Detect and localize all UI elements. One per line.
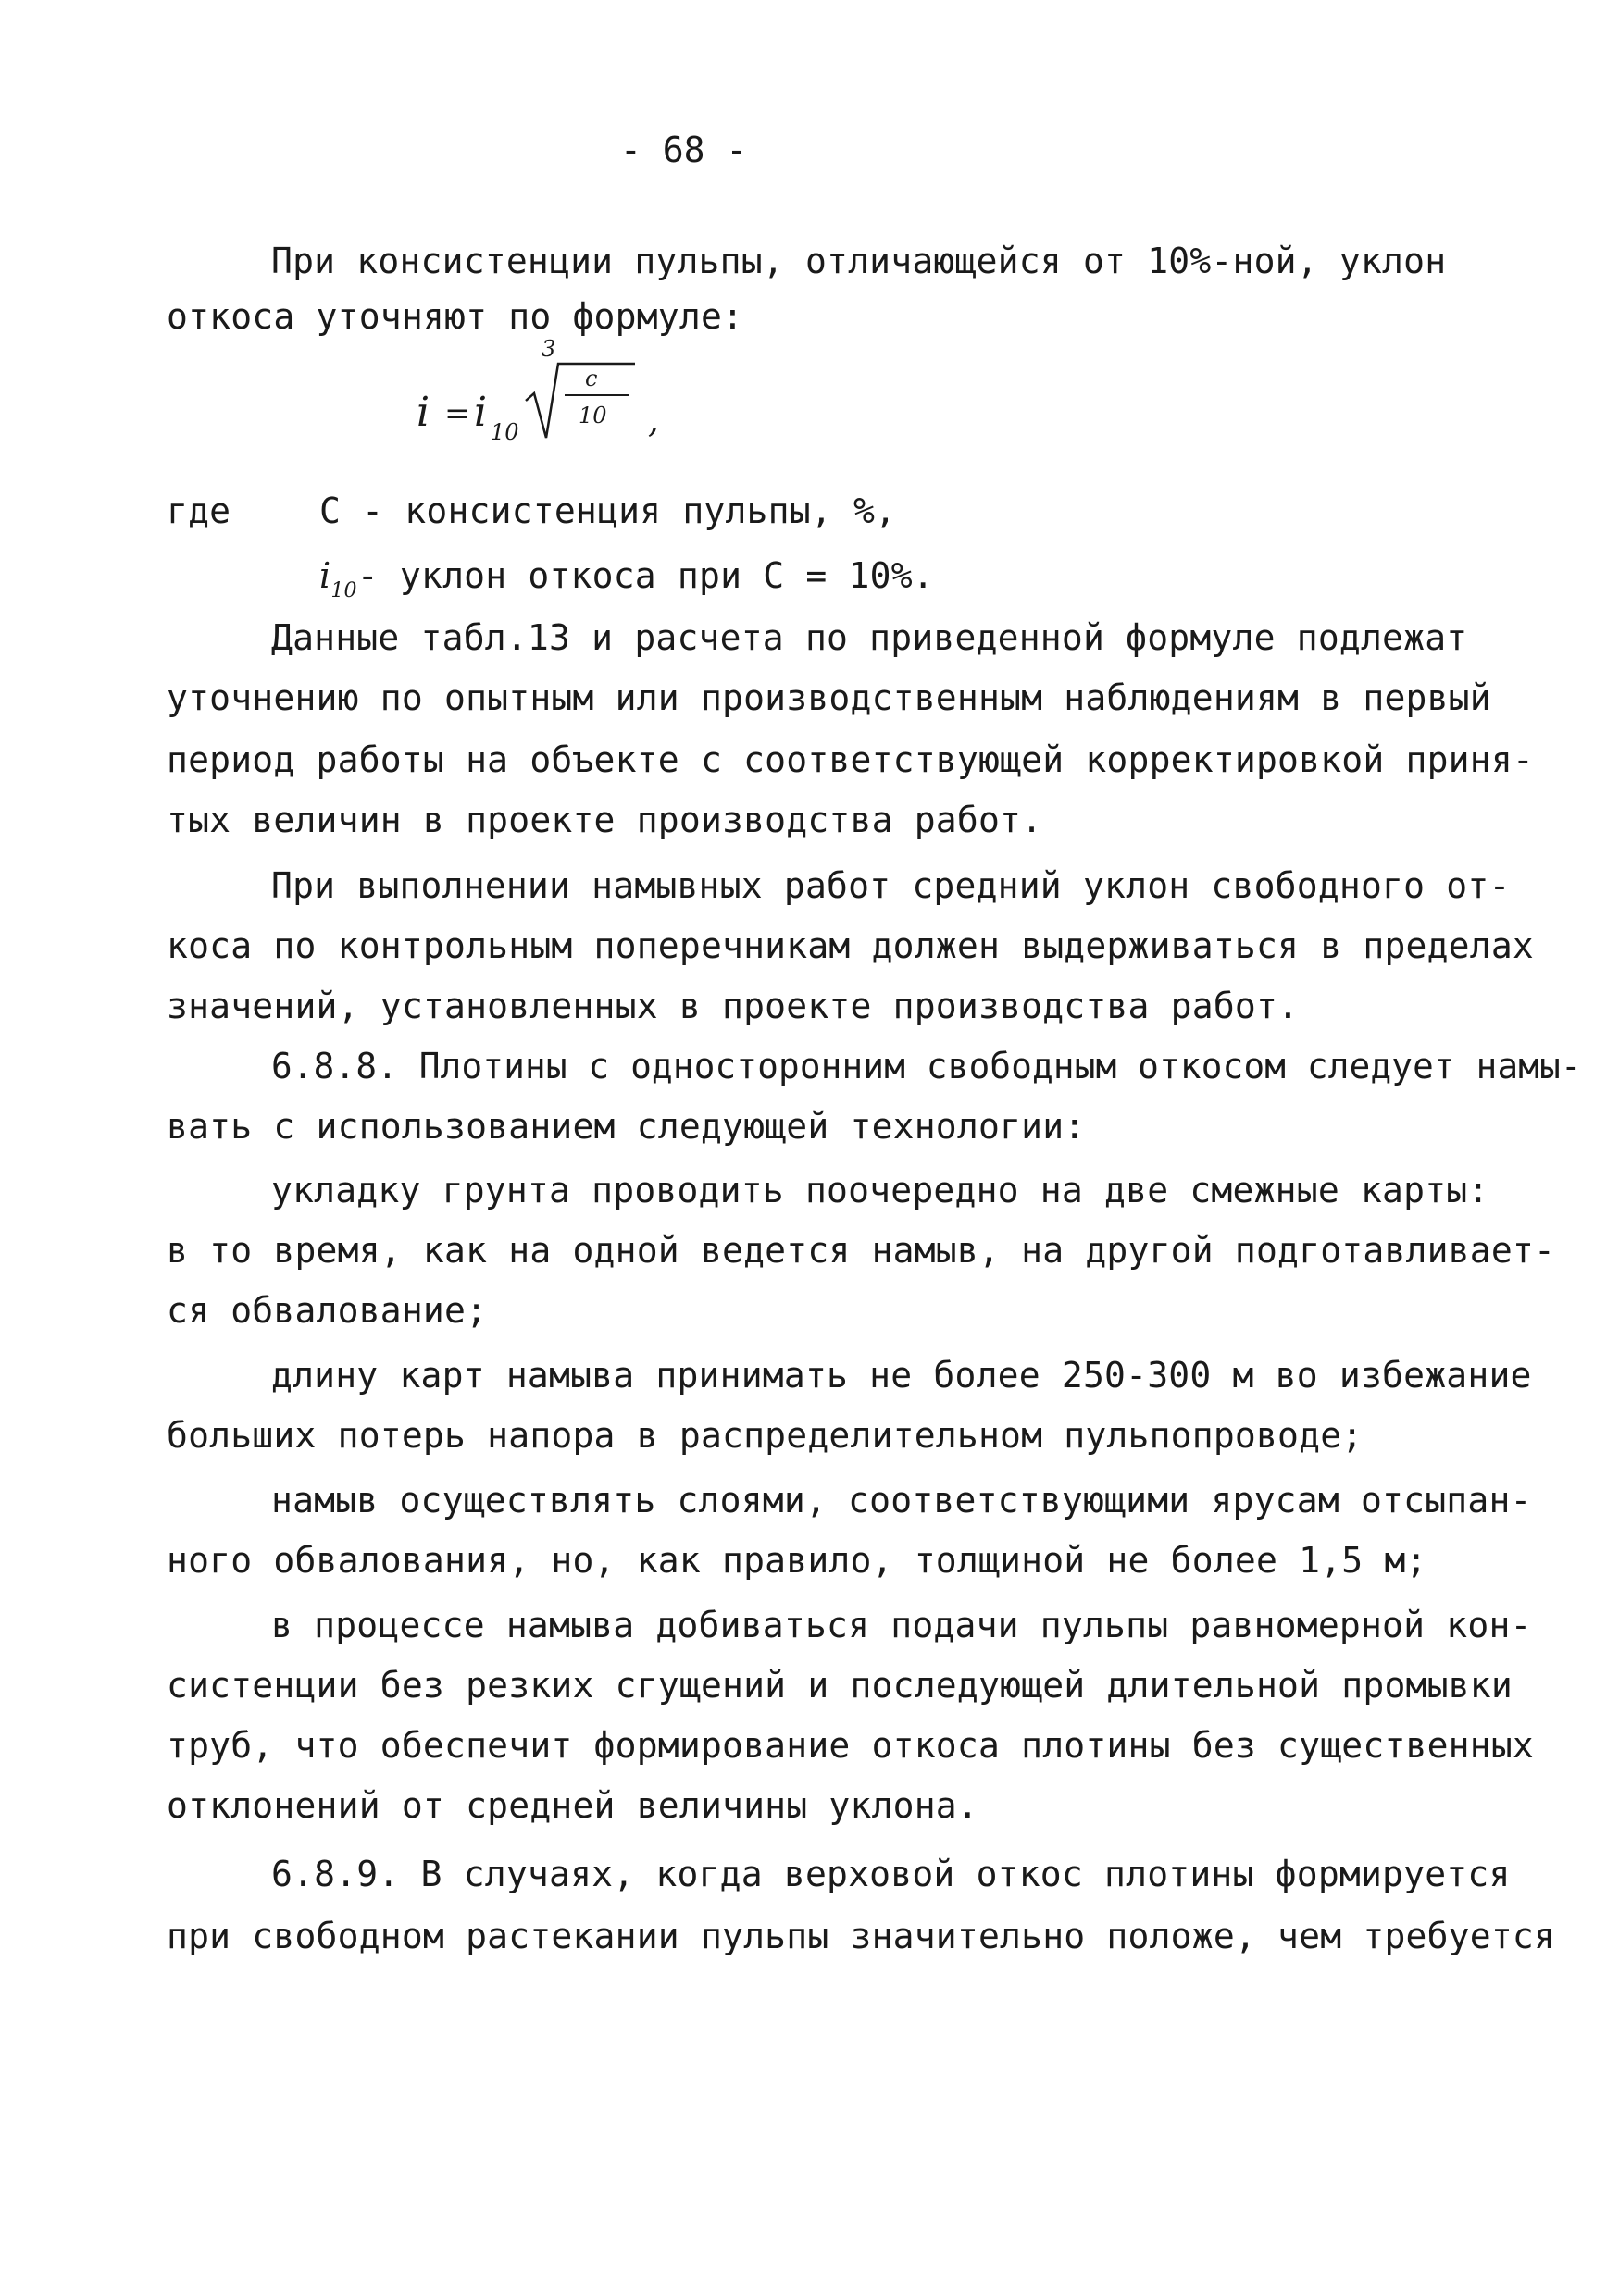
paragraph-line: 6.8.9. В случаях, когда верховой откос плотины формируется: [271, 1854, 1511, 1894]
paragraph-line: тых величин в проекте производства работ.: [167, 800, 1043, 840]
paragraph-line: намыв осуществлять слоями, соответствующими ярусам отсыпан-: [271, 1480, 1532, 1520]
formula-numerator: c: [585, 366, 598, 391]
paragraph-line: отклонений от средней величины уклона.: [167, 1785, 978, 1826]
paragraph-line: Данные табл.13 и расчета по приведенной формуле подлежат: [271, 617, 1468, 658]
i10-definition-text: - уклон откоса при С = 10%.: [356, 555, 934, 596]
formula-equals: =: [444, 395, 471, 432]
definition-c: С - консистенция пульпы, %,: [319, 490, 897, 531]
formula-graphic: [417, 329, 694, 449]
paragraph-line: вать с использованием следующей технологии:: [167, 1106, 1086, 1147]
paragraph-line: коса по контрольным поперечникам должен выдерживаться в пределах: [167, 925, 1534, 966]
i10-subscript: 10: [330, 579, 357, 602]
paragraph-line: систенции без резких сгущений и последующей длительной промывки: [167, 1665, 1513, 1706]
definition-i10: [319, 553, 934, 614]
intro-line: откоса уточняют по формуле:: [167, 296, 744, 337]
paragraph-line: в процессе намыва добиваться подачи пульпы равномерной кон-: [271, 1605, 1532, 1645]
formula-root-index: 3: [542, 336, 556, 362]
formula-lhs: i: [417, 389, 430, 436]
paragraph-line: период работы на объекте с соответствующей корректировкой приня-: [167, 739, 1534, 780]
intro-line: При консистенции пульпы, отличающейся от 10%-ной, уклон: [271, 241, 1447, 281]
paragraph-line: ного обвалования, но, как правило, толщиной не более 1,5 м;: [167, 1540, 1427, 1581]
paragraph-line: при свободном растекании пульпы значительно положе, чем требуется: [167, 1916, 1556, 1956]
i10-symbol: i: [319, 555, 331, 596]
slope-formula: [417, 329, 694, 449]
paragraph-line: При выполнении намывных работ средний уклон свободного от-: [271, 865, 1511, 906]
paragraph-line: ся обвалование;: [167, 1290, 488, 1331]
formula-trailing-comma: ,: [648, 403, 659, 441]
paragraph-line: 6.8.8. Плотины с односторонним свободным откосом следует намы-: [271, 1046, 1582, 1086]
page-number: - 68 -: [620, 130, 748, 170]
where-label: где: [167, 490, 231, 531]
formula-coef: i: [474, 389, 488, 436]
paragraph-line: в то время, как на одной ведется намыв, на другой подготавливает-: [167, 1230, 1556, 1271]
paragraph-line: значений, установленных в проекте производства работ.: [167, 986, 1300, 1026]
formula-coef-sub: 10: [491, 419, 519, 445]
paragraph-line: больших потерь напора в распределительном пульпопроводе;: [167, 1415, 1364, 1456]
paragraph-line: уточнению по опытным или производственным наблюдениям в первый: [167, 677, 1491, 718]
paragraph-line: укладку грунта проводить поочередно на две смежные карты:: [271, 1170, 1489, 1210]
formula-denominator: 10: [579, 403, 607, 428]
paragraph-line: длину карт намыва принимать не более 250-300 м во избежание: [271, 1355, 1532, 1396]
paragraph-line: труб, что обеспечит формирование откоса плотины без существенных: [167, 1725, 1534, 1766]
